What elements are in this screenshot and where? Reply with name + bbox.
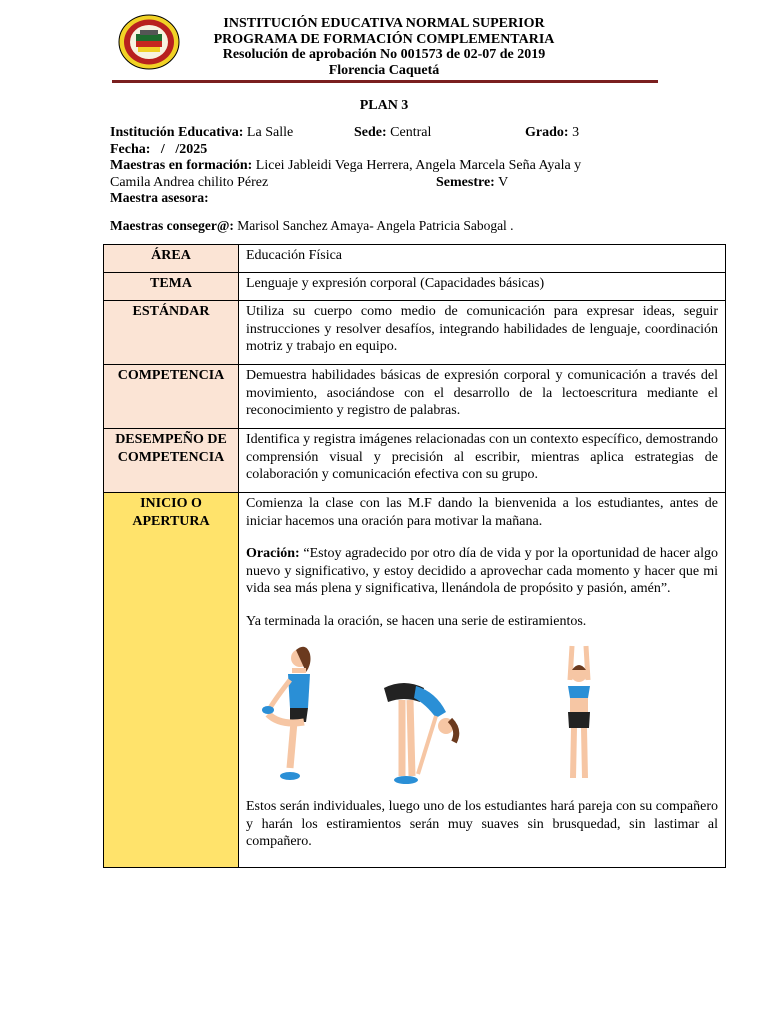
competencia-value: Demuestra habilidades básicas de expresión corporal y comunicación a través del movimiento, asociándose con el desarrollo de la lectoescritura mediante el reconocimiento y registro de palabras. <box>239 365 726 429</box>
header-line-resolution: Resolución de aprobación No 001573 de 02-07 de 2019 <box>222 47 546 62</box>
institution-value: La Salle <box>243 125 294 140</box>
inicio-value <box>239 493 726 868</box>
semestre-value: V <box>494 175 509 190</box>
forward-bend-figure <box>370 640 460 790</box>
tema-label: TEMA <box>104 273 239 301</box>
info-fecha <box>110 142 207 158</box>
info-sede <box>354 125 431 141</box>
competencia-label: COMPETENCIA <box>104 365 239 429</box>
row-competencia <box>104 365 726 429</box>
maestras-value-continued: Camila Andrea chilito Pérez <box>110 175 269 190</box>
info-maestras-cont <box>110 175 268 191</box>
sede-label: Sede: <box>354 125 387 140</box>
tema-value: Lenguaje y expresión corporal (Capacidades básicas) <box>239 273 726 301</box>
grado-value: 3 <box>568 125 580 140</box>
area-label: ÁREA <box>104 245 239 273</box>
maestras-label: Maestras en formación: <box>110 158 253 173</box>
info-row-institution <box>110 125 293 141</box>
institution-label: Institución Educativa: <box>110 125 244 140</box>
header-divider <box>112 80 658 83</box>
overhead-stretch-figure <box>554 640 604 790</box>
area-value: Educación Física <box>239 245 726 273</box>
semestre-label: Semestre: <box>436 175 495 190</box>
oracion-text: “Estoy agradecido por otro día de vida y por la oportunidad de hacer algo nuevo y significativo, y estoy decidido a aprovechar cada momento y hacer que mi vida sea más plena y significativa, llenándola de propósito y pasión, amén”. <box>246 546 718 596</box>
row-tema <box>104 273 726 301</box>
oracion-paragraph <box>246 545 718 598</box>
inicio-intro-paragraph: Comienza la clase con las M.F dando la bienvenida a los estudiantes, antes de iniciar hacemos una oración para motivar la mañana. <box>246 496 718 529</box>
consegera-label: Maestras conseger@: <box>110 218 234 233</box>
row-estandar <box>104 301 726 365</box>
quad-stretch-figure <box>252 640 332 790</box>
info-semestre <box>436 175 508 191</box>
header-line-city: Florencia Caquetá <box>328 62 440 78</box>
estiramientos-paragraph: Ya terminada la oración, se hacen una serie de estiramientos. <box>246 613 587 629</box>
header-line-program: PROGRAMA DE FORMACIÓN COMPLEMENTARIA <box>213 31 555 47</box>
row-area <box>104 245 726 273</box>
fecha-label: Fecha: / /2025 <box>110 142 208 157</box>
info-grado <box>525 125 579 141</box>
info-consegera <box>110 218 514 234</box>
pareja-paragraph: Estos serán individuales, luego uno de los estudiantes hará pareja con su compañero y harán los estiramientos serán muy suaves sin brusquedad, sin lastimar al compañero. <box>246 799 718 849</box>
plan-table <box>103 244 726 868</box>
sede-value: Central <box>386 125 432 140</box>
school-seal-logo <box>118 14 180 70</box>
row-inicio <box>104 493 726 868</box>
row-desempeno <box>104 429 726 493</box>
desempeno-label: DESEMPEÑO DE COMPETENCIA <box>104 429 239 493</box>
desempeno-value: Identifica y registra imágenes relacionadas con un contexto específico, demostrando comprensión visual y precisión al escribir, mientras aplica estrategias de colaboración y comunicación efectiva con su grupo. <box>239 429 726 493</box>
info-maestras <box>110 158 581 174</box>
consegera-value: Marisol Sanchez Amaya- Angela Patricia Sabogal . <box>233 218 514 233</box>
oracion-label: Oración: <box>246 546 300 561</box>
inicio-label: INICIO O APERTURA <box>104 493 239 868</box>
asesora-label: Maestra asesora: <box>110 190 209 205</box>
document-header <box>0 0 768 90</box>
stretching-illustrations <box>246 640 718 792</box>
maestras-value: Licei Jableidi Vega Herrera, Angela Marcela Seña Ayala y <box>252 158 582 173</box>
plan-title: PLAN 3 <box>359 98 409 113</box>
grado-label: Grado: <box>525 125 569 140</box>
estandar-value: Utiliza su cuerpo como medio de comunicación para expresar ideas, seguir instrucciones y resolver desafíos, integrando habilidades de lenguaje, coordinación motriz y trabajo en equipo. <box>239 301 726 365</box>
estandar-label: ESTÁNDAR <box>104 301 239 365</box>
info-asesora <box>110 190 209 206</box>
header-line-institution: INSTITUCIÓN EDUCATIVA NORMAL SUPERIOR <box>223 16 545 31</box>
